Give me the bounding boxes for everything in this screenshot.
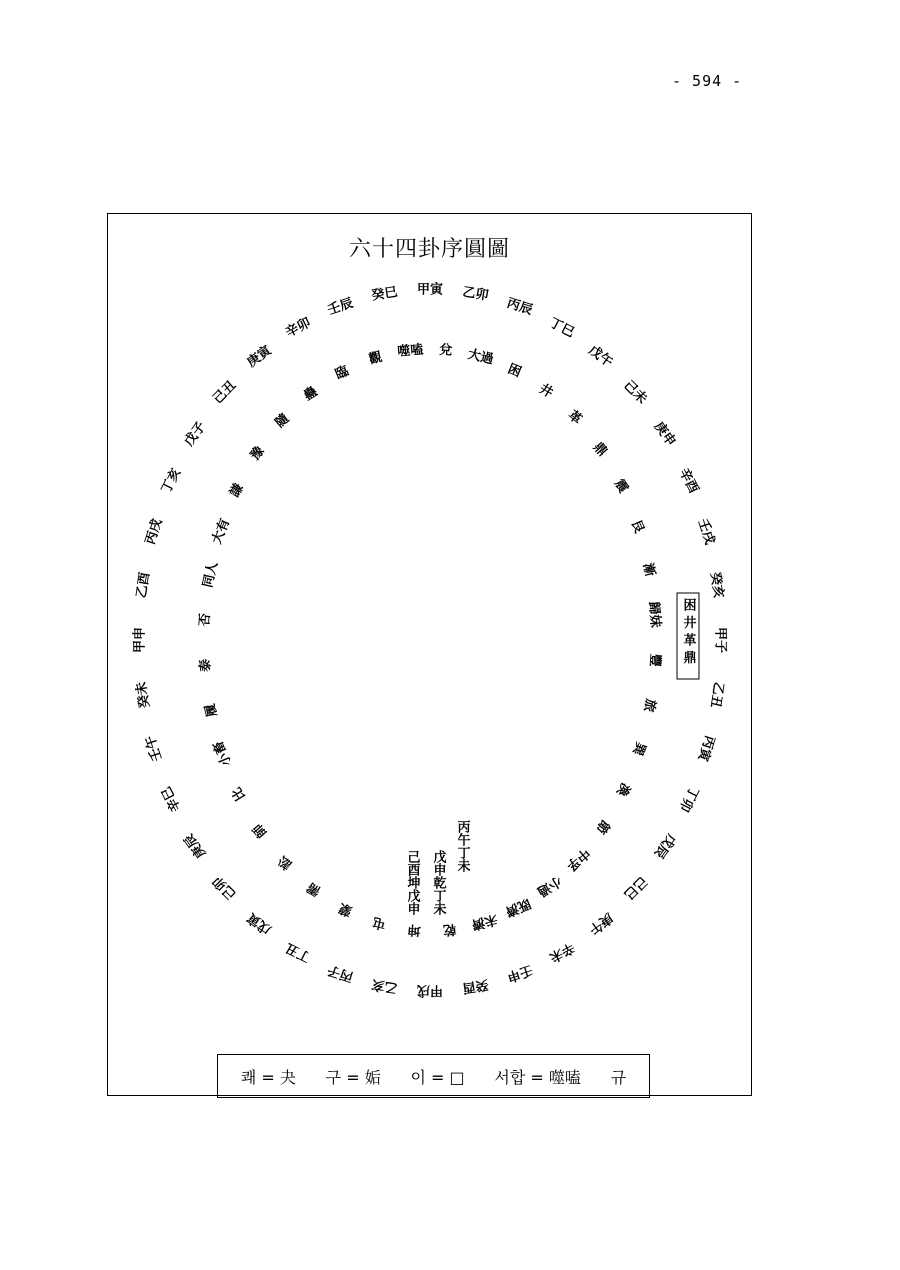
legend-item: 쾌 = 夬 — [240, 1067, 296, 1087]
middle-ring-label: 豐 — [646, 653, 663, 668]
outer-ring-label: 丙戌 — [143, 517, 166, 547]
legend-item: 구 = 姤 — [325, 1067, 381, 1087]
legend-item: 이 = □ — [410, 1067, 465, 1087]
middle-ring-label: 臨 — [333, 363, 352, 383]
legend-item: 규 — [610, 1067, 627, 1087]
outer-ring-label: 辛巳 — [159, 783, 185, 814]
middle-ring-label: 大有 — [209, 516, 234, 547]
outer-ring-label: 甲寅 — [416, 282, 444, 298]
outer-ring-label: 壬辰 — [325, 295, 356, 319]
middle-ring-label: 歸妹 — [645, 601, 663, 629]
middle-ring-label: 艮 — [627, 517, 647, 536]
outer-ring-label: 辛酉 — [675, 466, 701, 497]
middle-ring-label: 未濟 — [469, 910, 499, 932]
outer-ring-label: 乙酉 — [134, 571, 154, 600]
outer-ring-label: 壬申 — [504, 961, 535, 985]
outer-ring-label: 丁亥 — [159, 466, 185, 497]
outer-ring-label: 乙丑 — [706, 680, 726, 709]
outer-ring-label: 丁卯 — [675, 783, 701, 814]
outer-ring-label: 己巳 — [620, 872, 650, 903]
middle-ring-label: 震 — [610, 476, 631, 496]
outer-ring-label: 甲申 — [132, 626, 148, 654]
outer-ring-label: 丙子 — [325, 961, 356, 985]
outer-ring-label: 癸未 — [134, 680, 154, 709]
middle-ring-label: 屯 — [371, 913, 388, 932]
outer-ring-label: 庚辰 — [181, 830, 210, 861]
middle-ring-label: 蠱 — [301, 384, 321, 404]
middle-ring-label: 節 — [592, 816, 613, 837]
legend-item: 서합 = 噬嗑 — [494, 1067, 581, 1087]
legend-box — [217, 1054, 650, 1098]
middle-ring-label: 觀 — [367, 349, 384, 368]
middle-ring-label: 漸 — [639, 561, 658, 578]
middle-ring-label: 革 — [564, 407, 585, 428]
middle-ring-label: 大過 — [466, 347, 495, 368]
middle-ring-label: 既濟 — [502, 894, 533, 919]
middle-ring-label: 乾 — [442, 920, 457, 937]
middle-ring-label: 需 — [304, 878, 324, 899]
middle-ring-label: 渙 — [613, 779, 633, 799]
page-number: - 594 - — [672, 72, 743, 90]
outer-ring-label: 乙卯 — [461, 284, 490, 304]
outer-ring-label: 乙亥 — [370, 976, 399, 996]
boxed-label: 困 井 革 鼎 — [680, 598, 696, 664]
outer-ring-label: 庚午 — [585, 909, 616, 937]
middle-ring-label: 豫 — [247, 443, 268, 464]
outer-ring-label: 己丑 — [210, 377, 240, 408]
middle-ring-label: 蒙 — [336, 899, 355, 919]
outer-ring-label: 癸巳 — [370, 284, 399, 304]
inner-column-text: 戊申乾丁未 — [430, 850, 446, 915]
outer-ring-label: 丁丑 — [283, 939, 314, 965]
outer-ring-label: 壬戌 — [694, 517, 717, 547]
middle-ring-label: 訟 — [275, 852, 296, 873]
outer-ring-label: 癸亥 — [706, 571, 726, 600]
middle-ring-label: 小畜 — [210, 738, 235, 769]
middle-ring-label: 鼎 — [589, 439, 610, 460]
outer-ring-label: 己未 — [620, 377, 650, 408]
middle-ring-label: 否 — [197, 612, 214, 627]
middle-ring-label: 小過 — [534, 872, 565, 900]
middle-ring-label: 師 — [250, 820, 271, 841]
outer-ring-label: 甲戌 — [416, 982, 444, 998]
middle-ring-label: 噬嗑 — [396, 342, 425, 360]
outer-ring-label: 庚申 — [650, 419, 679, 450]
outer-ring-label: 戊寅 — [244, 909, 275, 937]
diagram-title: 六十四卦序圓圖 — [348, 237, 510, 262]
inner-column-text: 丙午丁未 — [454, 820, 470, 872]
middle-ring-label: 兌 — [438, 342, 453, 359]
middle-ring-label: 困 — [505, 361, 524, 381]
outer-ring-label: 丙辰 — [504, 295, 535, 319]
outer-ring-label: 戊子 — [181, 419, 210, 450]
outer-ring-label: 癸酉 — [461, 976, 490, 996]
outer-ring-label: 甲子 — [712, 626, 728, 654]
middle-ring-label: 巽 — [629, 739, 648, 758]
inner-column-text: 己酉坤戊申 — [404, 850, 420, 915]
middle-ring-label: 旅 — [640, 697, 658, 714]
outer-ring-label: 壬午 — [143, 733, 166, 763]
middle-ring-label: 泰 — [197, 658, 214, 673]
middle-ring-label: 井 — [536, 381, 556, 402]
middle-ring-label: 隨 — [272, 411, 293, 432]
middle-ring-label: 同人 — [200, 560, 222, 590]
middle-ring-label: 謙 — [227, 481, 247, 501]
outer-ring-label: 庚寅 — [244, 343, 275, 371]
outer-ring-label: 丁巳 — [546, 315, 577, 341]
outer-ring-label: 戊辰 — [650, 830, 679, 861]
middle-ring-label: 比 — [229, 784, 250, 804]
outer-ring-label: 辛未 — [546, 939, 577, 965]
outer-ring-label: 己卯 — [210, 872, 240, 903]
outer-ring-label: 丙寅 — [694, 733, 717, 763]
middle-ring-label: 坤 — [407, 921, 422, 938]
outer-ring-label: 戊午 — [585, 343, 616, 371]
middle-ring-label: 履 — [202, 702, 221, 719]
outer-ring-label: 辛卯 — [283, 315, 314, 341]
middle-ring-label: 中孚 — [562, 844, 593, 874]
